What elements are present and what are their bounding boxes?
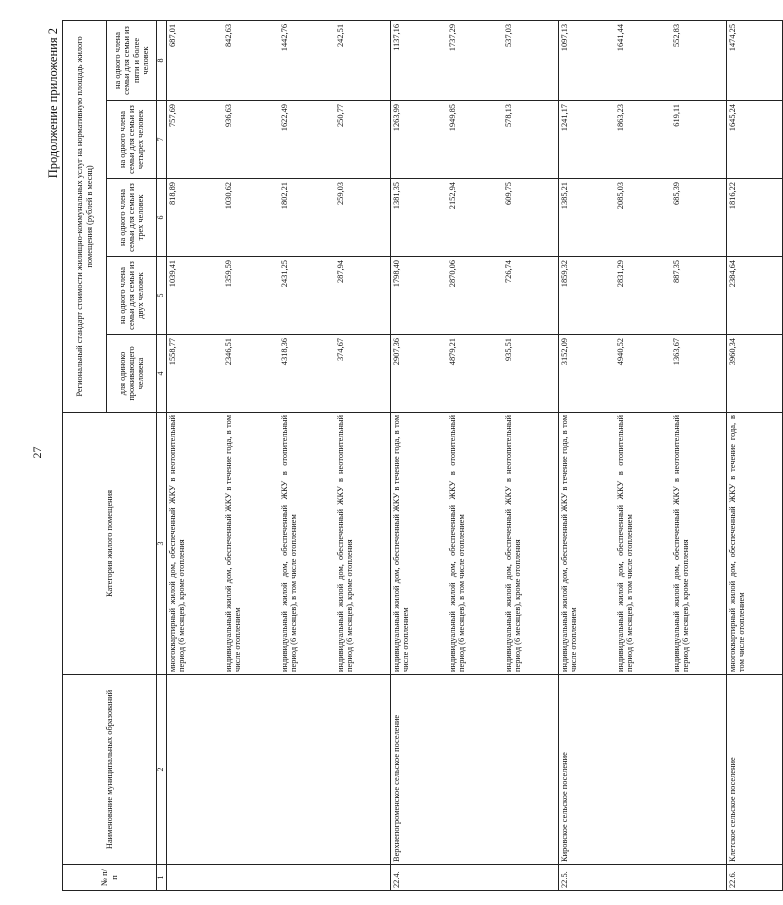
cost-value: 842,63 [223, 20, 279, 100]
row-number [223, 865, 279, 891]
row-number [335, 865, 391, 891]
header-num: № п/п [63, 865, 157, 891]
col-number: 7 [157, 101, 167, 179]
cost-value: 1737,29 [447, 20, 503, 100]
col-number: 2 [157, 675, 167, 865]
table-row [447, 20, 503, 890]
cost-value: 1859,32 [559, 257, 615, 335]
cost-value: 1442,76 [279, 20, 335, 100]
cost-value: 1359,59 [223, 257, 279, 335]
table-body [167, 20, 783, 890]
cost-value: 1558,77 [167, 335, 223, 413]
table-header [63, 20, 167, 890]
cost-value: 259,03 [335, 179, 391, 257]
row-number [671, 865, 727, 891]
municipality-name: Кировское сельское поселение [559, 675, 615, 865]
municipality-name [615, 675, 671, 865]
housing-category: индивидуальный жилой дом, обеспеченный ЖКУ в отопительный период (6 месяцев), в том числе отоплением [615, 413, 671, 675]
cost-value: 2431,25 [279, 257, 335, 335]
cost-value: 1474,25 [727, 20, 783, 100]
table-row [279, 20, 335, 890]
header-col-five: на одного члена семьи для семьи из пяти и более человек [107, 20, 157, 100]
cost-value: 1645,24 [727, 101, 783, 179]
cost-value: 1385,21 [559, 179, 615, 257]
cost-value: 1816,22 [727, 179, 783, 257]
municipality-name [503, 675, 559, 865]
cost-value: 757,69 [167, 101, 223, 179]
row-number [447, 865, 503, 891]
row-number [615, 865, 671, 891]
municipality-name: Клетское сельское поселение [727, 675, 783, 865]
municipality-name [335, 675, 391, 865]
header-col-two: на одного члена семьи для семьи из двух человек [107, 257, 157, 335]
municipality-name: Верхнепогроменское сельское поселение [391, 675, 447, 865]
cost-value: 619,11 [671, 101, 727, 179]
cost-value: 552,83 [671, 20, 727, 100]
row-number [167, 865, 223, 891]
col-number: 3 [157, 413, 167, 675]
cost-value: 4879,21 [447, 335, 503, 413]
col-number: 4 [157, 335, 167, 413]
table-row [335, 20, 391, 890]
header-name: Наименование муниципальных образований [63, 675, 157, 865]
municipality-name [223, 675, 279, 865]
cost-value: 242,51 [335, 20, 391, 100]
housing-category: многоквартирный жилой дом, обеспеченный ЖКУ в течение года, в том числе отоплением [727, 413, 783, 675]
table-row [223, 20, 279, 890]
cost-value: 2152,94 [447, 179, 503, 257]
cost-value: 2907,36 [391, 335, 447, 413]
col-number: 8 [157, 20, 167, 100]
cost-value: 887,35 [671, 257, 727, 335]
header-col-single: для одиноко проживающего человека [107, 335, 157, 413]
cost-value: 685,39 [671, 179, 727, 257]
cost-value: 287,94 [335, 257, 391, 335]
housing-category: индивидуальный жилой дом, обеспеченный ЖКУ в течение года, в том числе отоплением [391, 413, 447, 675]
cost-value: 3152,09 [559, 335, 615, 413]
row-number: 22.4. [391, 865, 447, 891]
tariff-table [62, 20, 783, 891]
page-title: Продолжение приложения 2 [46, 28, 60, 179]
housing-category: индивидуальный жилой дом, обеспеченный ЖКУ в неотопительный период (6 месяцев), кроме отопления [335, 413, 391, 675]
cost-value: 374,67 [335, 335, 391, 413]
cost-value: 726,74 [503, 257, 559, 335]
table-row [615, 20, 671, 890]
cost-value: 578,13 [503, 101, 559, 179]
cost-value: 936,63 [223, 101, 279, 179]
cost-value: 1798,40 [391, 257, 447, 335]
table-row [391, 20, 447, 890]
header-col-four: на одного члена семьи для семьи из четырех человек [107, 101, 157, 179]
cost-value: 1039,41 [167, 257, 223, 335]
header-col-three: на одного члена семьи для семьи из трех человек [107, 179, 157, 257]
cost-value: 1802,21 [279, 179, 335, 257]
cost-value: 2384,64 [727, 257, 783, 335]
housing-category: индивидуальный жилой дом, обеспеченный ЖКУ в неотопительный период (6 месяцев), кроме отопления [503, 413, 559, 675]
cost-value: 687,01 [167, 20, 223, 100]
cost-value: 609,75 [503, 179, 559, 257]
cost-value: 2831,29 [615, 257, 671, 335]
municipality-name [447, 675, 503, 865]
cost-value: 1097,13 [559, 20, 615, 100]
table-row [671, 20, 727, 890]
housing-category: индивидуальный жилой дом, обеспеченный ЖКУ в течение года, в том числе отоплением [559, 413, 615, 675]
header-group: Региональный стандарт стоимости жилищно-коммунальных услуг на нормативную площадь жилого помещения (рублей в месяц) [63, 20, 107, 412]
cost-value: 3960,34 [727, 335, 783, 413]
cost-value: 2346,51 [223, 335, 279, 413]
housing-category: индивидуальный жилой дом, обеспеченный ЖКУ в течение года, в том числе отоплением [223, 413, 279, 675]
page-number: 27 [30, 446, 44, 459]
cost-value: 2085,03 [615, 179, 671, 257]
col-number: 6 [157, 179, 167, 257]
table-row [503, 20, 559, 890]
housing-category: индивидуальный жилой дом, обеспеченный ЖКУ в отопительный период (6 месяцев), в том числе отоплением [279, 413, 335, 675]
row-number: 22.5. [559, 865, 615, 891]
cost-value: 1622,49 [279, 101, 335, 179]
cost-value: 250,77 [335, 101, 391, 179]
cost-value: 1949,85 [447, 101, 503, 179]
cost-value: 2870,06 [447, 257, 503, 335]
cost-value: 1381,35 [391, 179, 447, 257]
table-row [559, 20, 615, 890]
cost-value: 1263,99 [391, 101, 447, 179]
cost-value: 1030,62 [223, 179, 279, 257]
row-number [503, 865, 559, 891]
table-row [167, 20, 223, 890]
cost-value: 1241,17 [559, 101, 615, 179]
cost-value: 1863,23 [615, 101, 671, 179]
municipality-name [671, 675, 727, 865]
cost-value: 935,51 [503, 335, 559, 413]
housing-category: многоквартирный жилой дом, обеспеченный ЖКУ в неотопительный период (6 месяцев), кроме отопления [167, 413, 223, 675]
column-number-row [157, 20, 167, 890]
cost-value: 1137,16 [391, 20, 447, 100]
housing-category: индивидуальный жилой дом, обеспеченный ЖКУ в неотопительный период (6 месяцев), кроме отопления [671, 413, 727, 675]
cost-value: 1363,67 [671, 335, 727, 413]
housing-category: индивидуальный жилой дом, обеспеченный ЖКУ в отопительный период (6 месяцев), в том числе отоплением [447, 413, 503, 675]
cost-value: 4318,36 [279, 335, 335, 413]
header-category: Категория жилого помещения [63, 413, 157, 675]
row-number [279, 865, 335, 891]
col-number: 5 [157, 257, 167, 335]
cost-value: 537,03 [503, 20, 559, 100]
cost-value: 1641,44 [615, 20, 671, 100]
municipality-name [167, 675, 223, 865]
table-row [727, 20, 783, 890]
col-number: 1 [157, 865, 167, 891]
row-number: 22.6. [727, 865, 783, 891]
cost-value: 4940,52 [615, 335, 671, 413]
cost-value: 818,89 [167, 179, 223, 257]
municipality-name [279, 675, 335, 865]
